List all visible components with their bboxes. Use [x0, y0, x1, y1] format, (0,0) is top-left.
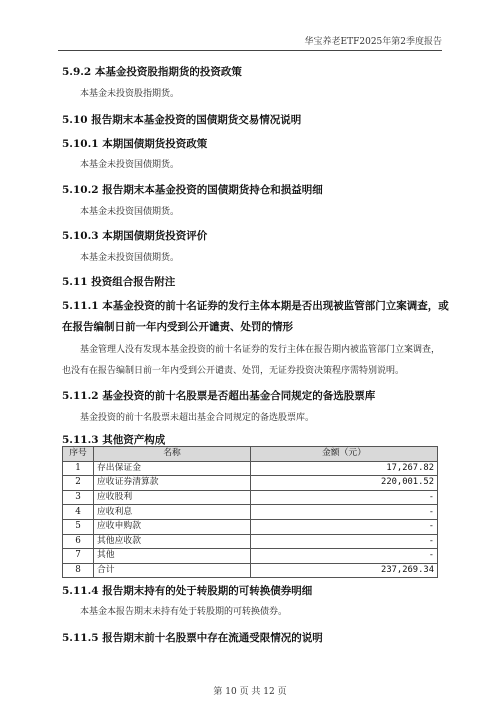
header-divider — [58, 50, 442, 51]
section-text: 基金管理人没有发现本基金投资的前十名证券的发行主体在报告期内被监管部门立案调查， — [80, 345, 441, 355]
table-row — [63, 549, 438, 564]
section-heading: 5.11 投资组合报告附注 — [62, 276, 176, 288]
section-heading: 5.11.3 其他资产构成 — [62, 434, 166, 446]
section-heading: 5.9.2 本基金投资股指期货的投资政策 — [62, 66, 242, 78]
table-cell: 应收利息 — [94, 505, 251, 520]
section-heading: 5.11.2 基金投资的前十名股票是否超出基金合同规定的备选股票库 — [62, 390, 376, 402]
table-cell: 应收证券清算款 — [94, 476, 251, 491]
table-cell: 5 — [63, 519, 94, 534]
table-cell: 应收股利 — [94, 490, 251, 505]
table-cell: 存出保证金 — [94, 461, 251, 476]
table-row — [63, 519, 438, 534]
section-text: 本基金本报告期末未持有处于转股期的可转换债券。 — [80, 607, 288, 617]
section-text: 本基金未投资股指期货。 — [80, 89, 180, 99]
table-row — [63, 476, 438, 491]
section-heading: 5.11.4 报告期末持有的处于转股期的可转换债券明细 — [62, 585, 313, 597]
page-footer: 第 10 页 共 12 页 — [213, 687, 287, 697]
table-cell: 6 — [63, 534, 94, 549]
table-cell: - — [251, 534, 438, 549]
table-cell: 8 — [63, 563, 94, 578]
section-heading: 5.10 报告期末本基金投资的国债期货交易情况说明 — [62, 114, 302, 126]
table-cell: 17,267.82 — [251, 461, 438, 476]
table-cell: 应收申购款 — [94, 519, 251, 534]
table-cell: - — [251, 505, 438, 520]
table-cell: 237,269.34 — [251, 563, 438, 578]
column-header: 名称 — [94, 447, 251, 462]
section-heading: 在报告编制日前一年内受到公开谴责、处罚的情形 — [62, 321, 293, 333]
section-heading: 5.10.1 本期国债期货投资政策 — [62, 138, 208, 150]
column-header: 金额（元） — [251, 447, 438, 462]
table-cell: 合计 — [94, 563, 251, 578]
table-cell: 4 — [63, 505, 94, 520]
table-cell: 1 — [63, 461, 94, 476]
table-row — [63, 461, 438, 476]
section-text: 也没有在报告编制日前一年内受到公开谴责、处罚，无证券投资决策程序需特别说明。 — [62, 366, 405, 376]
section-heading: 5.10.3 本期国债期货投资评价 — [62, 230, 208, 242]
table-row — [63, 490, 438, 505]
table-cell: 3 — [63, 490, 94, 505]
table-cell: 7 — [63, 549, 94, 564]
table-row — [63, 563, 438, 578]
section-text: 本基金未投资国债期货。 — [80, 253, 180, 263]
table-row — [63, 505, 438, 520]
section-heading: 5.11.1 本基金投资的前十名证券的发行主体本期是否出现被监管部门立案调查，或 — [62, 300, 449, 312]
section-text: 本基金未投资国债期货。 — [80, 160, 180, 170]
table-cell: 其他应收款 — [94, 534, 251, 549]
table-cell: - — [251, 519, 438, 534]
table-row — [63, 534, 438, 549]
section-heading: 5.11.5 报告期末前十名股票中存在流通受限情况的说明 — [62, 632, 323, 644]
table-cell: 220,001.52 — [251, 476, 438, 491]
table-cell: 其他 — [94, 549, 251, 564]
other-assets-table — [62, 446, 438, 578]
section-text: 本基金未投资国债期货。 — [80, 207, 180, 217]
section-heading: 5.10.2 报告期末本基金投资的国债期货持仓和损益明细 — [62, 184, 323, 196]
section-text: 基金投资的前十名股票未超出基金合同规定的备选股票库。 — [80, 413, 315, 423]
table-cell: - — [251, 549, 438, 564]
table-cell: - — [251, 490, 438, 505]
table-cell: 2 — [63, 476, 94, 491]
table-header-row — [63, 447, 438, 462]
page-header: 华宝养老ETF2025年第2季度报告 — [304, 37, 442, 47]
column-header: 序号 — [63, 447, 94, 462]
